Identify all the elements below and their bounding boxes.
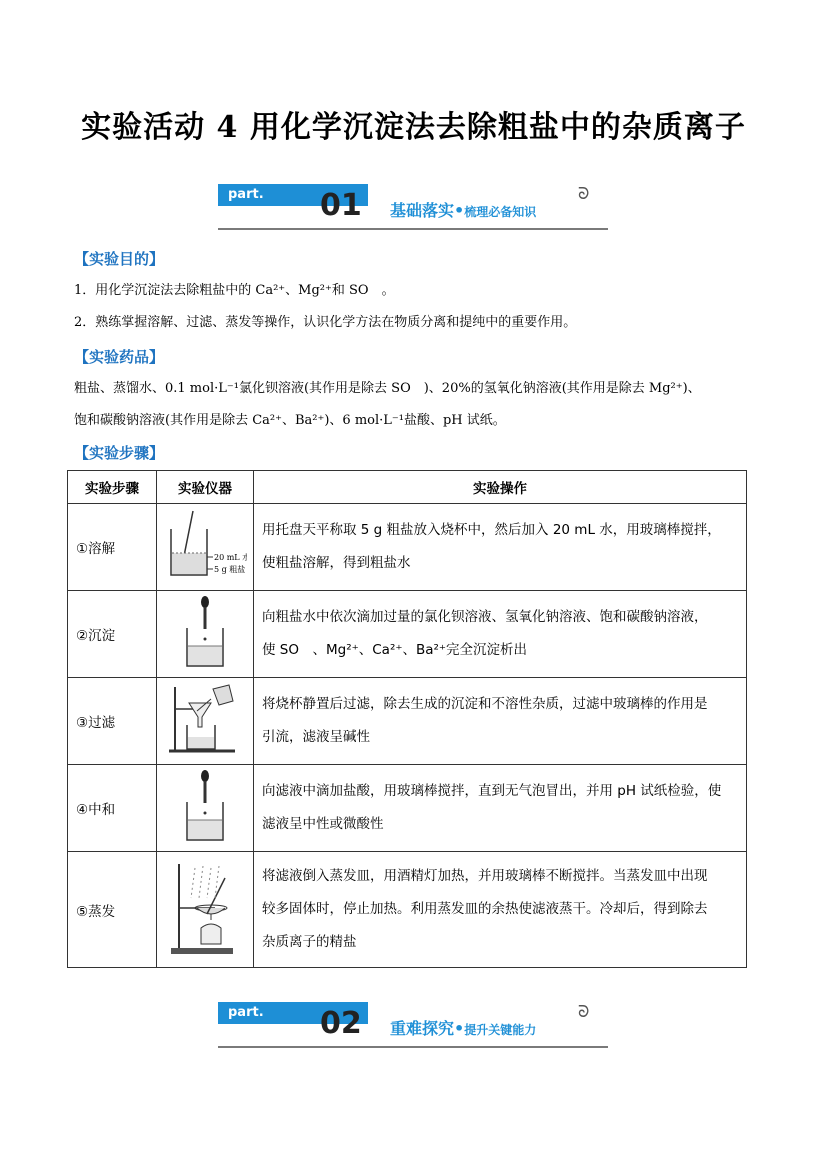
- operation-cell: [254, 765, 747, 852]
- operation-line: 向滤液中滴加盐酸，用玻璃棒搅拌，直到无气泡冒出，并用 pH 试纸检验，使: [262, 783, 722, 799]
- operation-line: 引流，滤液呈碱性: [262, 729, 370, 745]
- operation-line: 将滤液倒入蒸发皿，用酒精灯加热，并用玻璃棒不断搅拌。当蒸发皿中出现: [262, 868, 708, 884]
- banner-main: 重难探究: [390, 1019, 455, 1038]
- table-row: [68, 504, 747, 591]
- step-cell: ④中和: [68, 765, 157, 852]
- banner-underline: [218, 1046, 608, 1048]
- apparatus-filter: [157, 678, 254, 765]
- reagents-line-2: 饱和碳酸钠溶液(其作用是除去 Ca²⁺、Ba²⁺)、6 mol·L⁻¹盐酸、pH 试纸。: [74, 413, 506, 428]
- step-cell: ⑤蒸发: [68, 852, 157, 968]
- banner-number: 02: [320, 1006, 362, 1041]
- operation-cell: [254, 678, 747, 765]
- dropper-beaker-icon: [175, 594, 235, 670]
- section-banner-1: [218, 184, 608, 236]
- apparatus-dissolve: [157, 504, 254, 591]
- operation-line: 用托盘天平称取 5 g 粗盐放入烧杯中，然后加入 20 mL 水，用玻璃棒搅拌，: [262, 522, 721, 538]
- banner-sub: 提升关键能力: [464, 1023, 537, 1037]
- operation-cell: [254, 591, 747, 678]
- operation-cell: [254, 852, 747, 968]
- section-banner-2: [218, 1002, 608, 1054]
- dropper-beaker-icon: [175, 768, 235, 844]
- header-operation: 实验操作: [254, 471, 747, 504]
- banner-underline: [218, 228, 608, 230]
- operation-line: 向粗盐水中依次滴加过量的氯化钡溶液、氢氧化钠溶液、饱和碳酸钠溶液，: [262, 609, 708, 625]
- banner-dot: •: [454, 1019, 465, 1038]
- banner-main: 基础落实: [390, 201, 455, 220]
- operation-line: 使粗盐溶解，得到粗盐水: [262, 555, 411, 571]
- table-row: [68, 678, 747, 765]
- table-row: [68, 852, 747, 968]
- operation-line: 将烧杯静置后过滤，除去生成的沉淀和不溶性杂质，过滤中玻璃棒的作用是: [262, 696, 708, 712]
- section-heading-reagents: 【实验药品】: [74, 348, 165, 366]
- label-water: 20 mL 水: [214, 553, 247, 562]
- banner-heading: [390, 198, 536, 221]
- banner-dot: •: [454, 201, 465, 220]
- operation-line: 滤液呈中性或微酸性: [262, 816, 384, 832]
- apparatus-neutralize: [157, 765, 254, 852]
- operation-cell: [254, 504, 747, 591]
- reagents-line-1: 粗盐、蒸馏水、0.1 mol·L⁻¹氯化钡溶液(其作用是除去 SO )、20%的氢氧化钠溶液(其作用是除去 Mg²⁺)、: [74, 381, 701, 396]
- section-heading-purpose: 【实验目的】: [74, 250, 165, 268]
- banner-part-label: part.: [218, 184, 368, 206]
- banner-number: 01: [320, 188, 362, 223]
- swirl-icon: ᘐ: [578, 1002, 590, 1021]
- beaker-dissolve-icon: [163, 509, 247, 581]
- apparatus-precipitate: [157, 591, 254, 678]
- table-row: [68, 591, 747, 678]
- step-cell: ②沉淀: [68, 591, 157, 678]
- table-header-row: [68, 471, 747, 504]
- header-apparatus: 实验仪器: [157, 471, 254, 504]
- step-cell: ③过滤: [68, 678, 157, 765]
- operation-line: 使 SO 、Mg²⁺、Ca²⁺、Ba²⁺完全沉淀析出: [262, 642, 528, 658]
- steps-table: [67, 470, 747, 968]
- operation-line: 较多固体时，停止加热。利用蒸发皿的余热使滤液蒸干。冷却后，得到除去: [262, 901, 708, 917]
- label-salt: 5 g 粗盐: [214, 565, 246, 574]
- apparatus-evaporate: [157, 852, 254, 968]
- purpose-item-1: 1．用化学沉淀法去除粗盐中的 Ca²⁺、Mg²⁺和 SO 。: [74, 283, 395, 298]
- banner-heading: [390, 1016, 536, 1039]
- evaporation-setup-icon: [165, 858, 245, 958]
- purpose-item-2: 2．熟练掌握溶解、过滤、蒸发等操作，认识化学方法在物质分离和提纯中的重要作用。: [74, 315, 577, 330]
- filtration-setup-icon: [165, 681, 245, 757]
- header-step: 实验步骤: [68, 471, 157, 504]
- banner-part-label: part.: [218, 1002, 368, 1024]
- section-heading-steps: 【实验步骤】: [74, 444, 165, 462]
- step-cell: ①溶解: [68, 504, 157, 591]
- operation-line: 杂质离子的精盐: [262, 934, 357, 950]
- banner-sub: 梳理必备知识: [464, 205, 537, 219]
- table-row: [68, 765, 747, 852]
- page-title: 实验活动 4 用化学沉淀法去除粗盐中的杂质离子: [81, 110, 746, 145]
- swirl-icon: ᘐ: [578, 184, 590, 203]
